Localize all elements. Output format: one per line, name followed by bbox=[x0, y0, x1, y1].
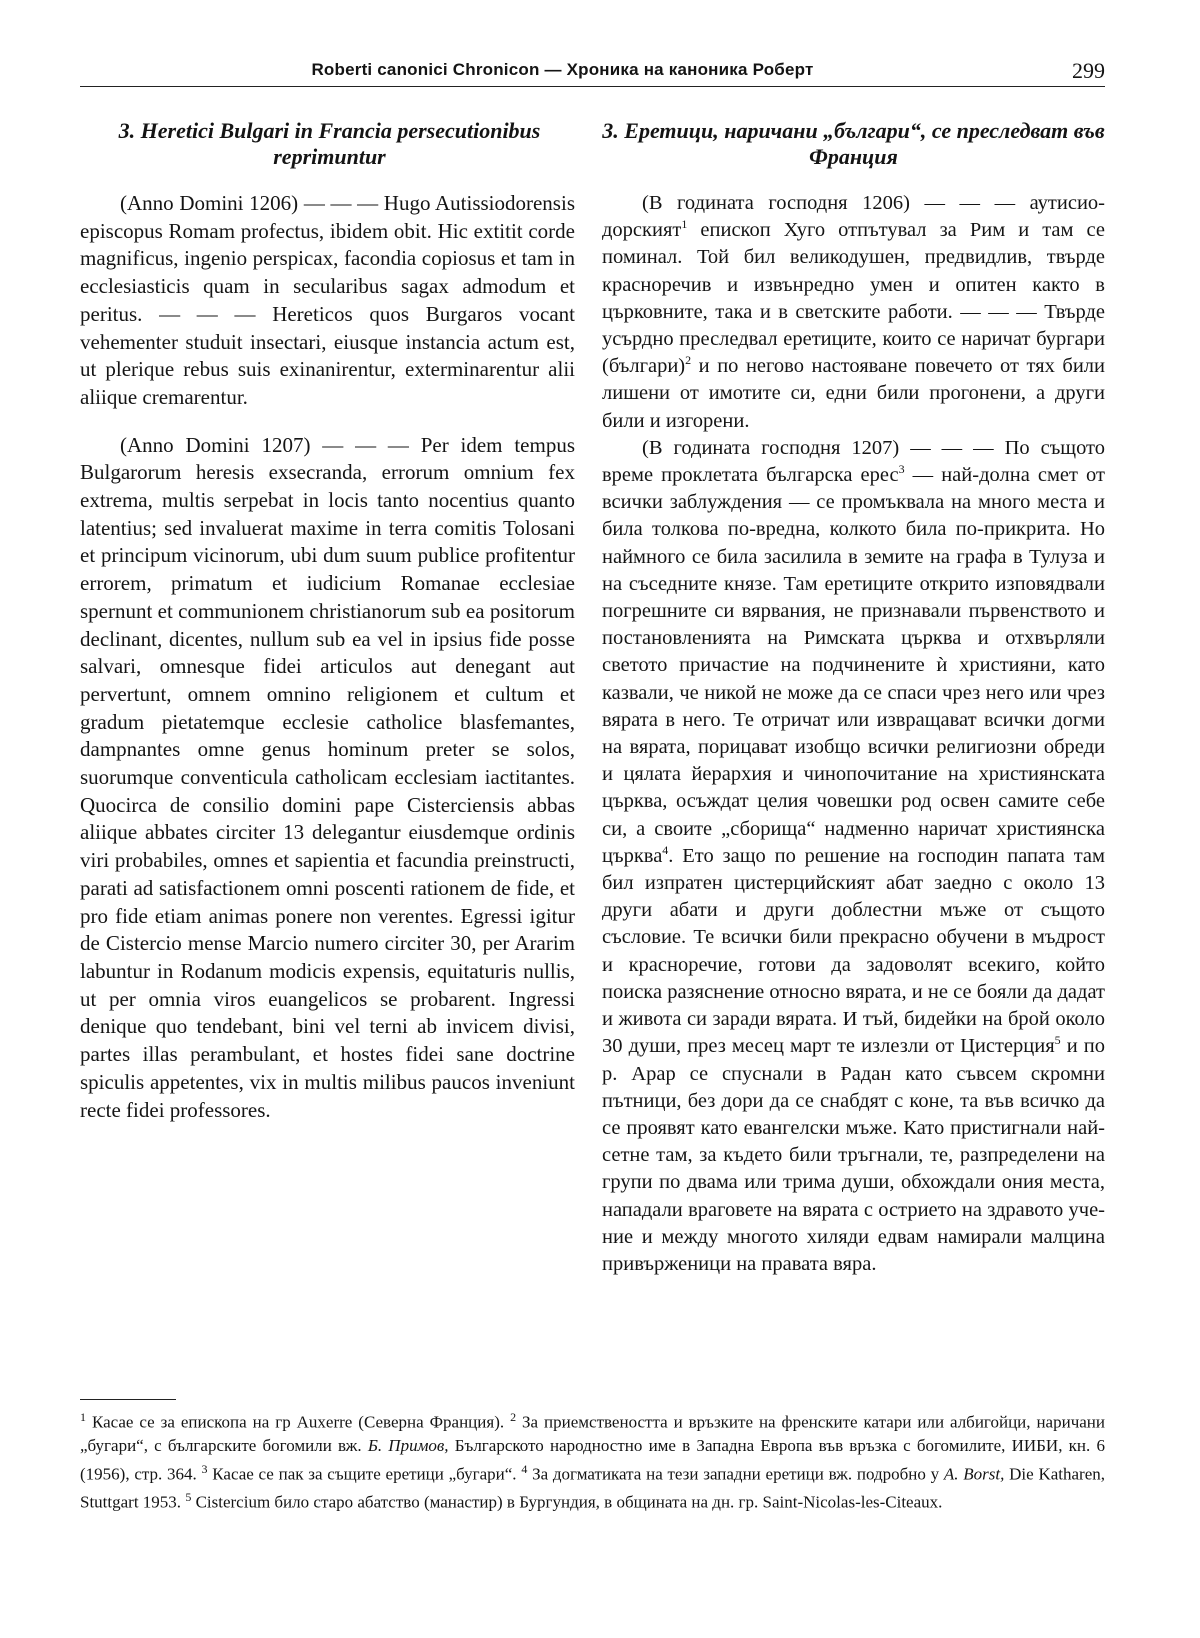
footnote-number-4: 4 bbox=[521, 1461, 528, 1476]
latin-paragraph-1207: (Anno Domini 1207) — — — Per idem tempus Bulgarorum heresis exsecranda, errorum omnium fex extrema, multis serpebat in locis tanto nocentius quanto latentius; sed invaluerat maxime in terra comitis Tolosani et principum vicinorum, ubi dum suum publice profitentur errorem, primatum et iudicium Romanae ecclesiae spernunt et communionem christianorum sub ea positorum declinant, dicentes, nullum sub ea vel in ipsius fide posse salvari, omnesque fidei articulos aut denegant aut pervertunt, omnem omnino religionem et cultum et gradum pietatemque ecclesie catholice blasfemantes, dampnantes omne genus hominum preter se solos, suorumque conventicula catholicam ecclesiam iactitantes. Quocirca de consilio domini pape Cisterciensis abbas aliique abbates circiter 13 delegantur eiusdemque ordinis viri probabiles, omnes et sapientia et facundia preinstructi, parati ad satisfactionem omni poscenti rationem de fide, et pro fide etiam animas ponere non verentes. Egressi igitur de Cistercio mense Marcio numero circiter 30, per Ararim labuntur in Rodanum modicis expensis, equitaturis nullis, ut per omnia viros euangelicos se probarent. Ingressi denique quo tendebant, bini vel terni ab invicem divisi, partes illas perambulant, et hostes fidei sane doctrine spiculis appetentes, vix in multis milibus paucos inveniunt recte fidei professores. bbox=[80, 432, 575, 1122]
footnote-author-primov: Б. Примов, bbox=[367, 1436, 449, 1456]
footnote-text-4a: За догматиката на тези западни еретици вж. подробно у bbox=[527, 1464, 944, 1484]
running-head bbox=[80, 56, 1105, 90]
footnote-number-3: 3 bbox=[201, 1461, 208, 1476]
page-number: 299 bbox=[1072, 58, 1105, 83]
footnotes-block bbox=[80, 1406, 1105, 1514]
footnote-ref-3[interactable]: 3 bbox=[898, 462, 905, 477]
header-rule bbox=[80, 86, 1105, 87]
bulgarian-p1-text-c: и по негово настояване повечето от тях били лишени от имотите си, едни били прогонени, а други били и изгорени. bbox=[602, 355, 1105, 432]
footnote-rule bbox=[80, 1399, 176, 1400]
bulgarian-paragraph-1207 bbox=[602, 435, 1105, 1278]
bulgarian-p2-text-b: — най-долна смет от всички заблуждения — се промъквала на много места и била толкова по-вредна, колкото била по-прикрита. Но наймного се била засилила в земите на графа в Тулуза и на съседните князе. Там еретиците открито изповядвали погрешните си вярвания, не признавали първенството и постановленията на Римската църква и отхвърляли светото причастие на подчинените ѝ християни, като казвали, че никой не може да се спаси чрез него или чрез вярата в него. Те отричат или извращават всички догми на вярата, порицават изобщо всички религиозни обреди и цялата йерархия и чинопочитание на християнската църква, осъждат целия човешки род освен самите себе си, а своите „сборища“ надменно наричат християнска църква bbox=[602, 464, 1105, 867]
footnote-text-5: Cistercium било старо абатство (манастир) в Бургундия, в общината на дн. гр. Saint-Nicolas-les-Citeaux. bbox=[191, 1492, 943, 1512]
bulgarian-p2-text-d: и по р. Арар се спуснали в Радан като съвсем скромни пътници, без дори да се снабдят с коне, та във всичко да се проявят като евангелски мъже. Като пристигнали най-сетне там, за където били тръгнали, те, разпределени на групи по двама или трима души, обхождали ония места, нападали враговете на вярата с острието на здравото учение и между многото хиляди едвам намирали малцина привърженици на правата вяра. bbox=[602, 1035, 1105, 1275]
latin-column bbox=[80, 118, 575, 1124]
bulgarian-heading: 3. Еретици, наричани „българи“, се преследват във Франция bbox=[602, 118, 1105, 169]
running-head-title: Roberti canonici Chronicon — Хроника на каноника Роберт bbox=[311, 60, 814, 79]
bulgarian-p1-text-b: епископ Хуго отпътувал за Рим и там се поминал. Той бил великодушен, предвидлив, твърде красноречив и извънредно умен и опитен както в църковните, така и в светските работи. — — — Твърде усърдно преследвал еретиците, които се наричат бургари (българи) bbox=[602, 219, 1105, 378]
footnote-number-2: 2 bbox=[510, 1410, 517, 1424]
footnote-text-3: Касае се пак за същите еретици „бугари“. bbox=[207, 1464, 522, 1484]
footnote-text-2a: За приемствеността и връзките на френските катари или албигойци, наричани „бугари“, с българските богомили вж. bbox=[80, 1412, 1105, 1456]
footnote-number-5: 5 bbox=[185, 1489, 192, 1504]
latin-heading: 3. Heretici Bulgari in Francia persecutionibus reprimuntur bbox=[118, 118, 541, 169]
bulgarian-p2-text-c: . Ето защо по решение на господин папата там бил изпратен цистерцийският абат заедно с около 13 други абати и други доблестни мъже от същото съсловие. Те всички били прекрасно обучени в мъдрост и красноречие, готови да задоволят всекиго, който поиска разяснение относно вярата, и не се бояли да дадат и живота си заради вярата. И тъй, бидейки на брой около 30 души, през месец март те излезли от Цистерция bbox=[602, 844, 1105, 1058]
footnote-author-borst: A. Borst, bbox=[943, 1464, 1005, 1484]
bulgarian-p2-text-a: (В годината господня 1207) — — — По същото време проклетата българска ерес bbox=[602, 436, 1105, 487]
footnote-text-4b: Die Katharen, Stuttgart 1953. bbox=[80, 1464, 1105, 1512]
footnote-ref-4[interactable]: 4 bbox=[662, 843, 669, 858]
footnotes bbox=[80, 1406, 1105, 1514]
bulgarian-paragraph-1206 bbox=[602, 190, 1105, 435]
bulgarian-column bbox=[602, 118, 1105, 1278]
latin-paragraph-1206: (Anno Domini 1206) — — — Hugo Autissiodorensis episcopus Romam profectus, ibidem obit. Hic extitit corde magnificus, ingenio perspicax, facondia copiosus et tam in ecclesiasticis quam in secularibus sagax admodum et peritus. — — — Hereticos quos Burgaros vocant vehementer studuit insectari, eiusque instancia actum est, ut plerique rebus suis exinanirentur, exterminarentur alii aliique cremarentur. bbox=[80, 191, 575, 409]
footnote-ref-5[interactable]: 5 bbox=[1054, 1033, 1061, 1048]
footnote-number-1: 1 bbox=[80, 1410, 86, 1424]
footnote-ref-1[interactable]: 1 bbox=[681, 217, 688, 232]
footnote-text-2b: Българското народностно име в Западна Европа във връзка с богомилите, ИИБИ, кн. 6 (1956), стр. 364. bbox=[80, 1436, 1105, 1484]
footnote-ref-2[interactable]: 2 bbox=[685, 353, 692, 368]
bulgarian-p1-text-a: (В годината господня 1206) — — — аутисиодорският bbox=[602, 192, 1105, 242]
footnote-text-1: Касае се за епископа на гр Auxerre (Северна Франция). bbox=[86, 1412, 511, 1432]
